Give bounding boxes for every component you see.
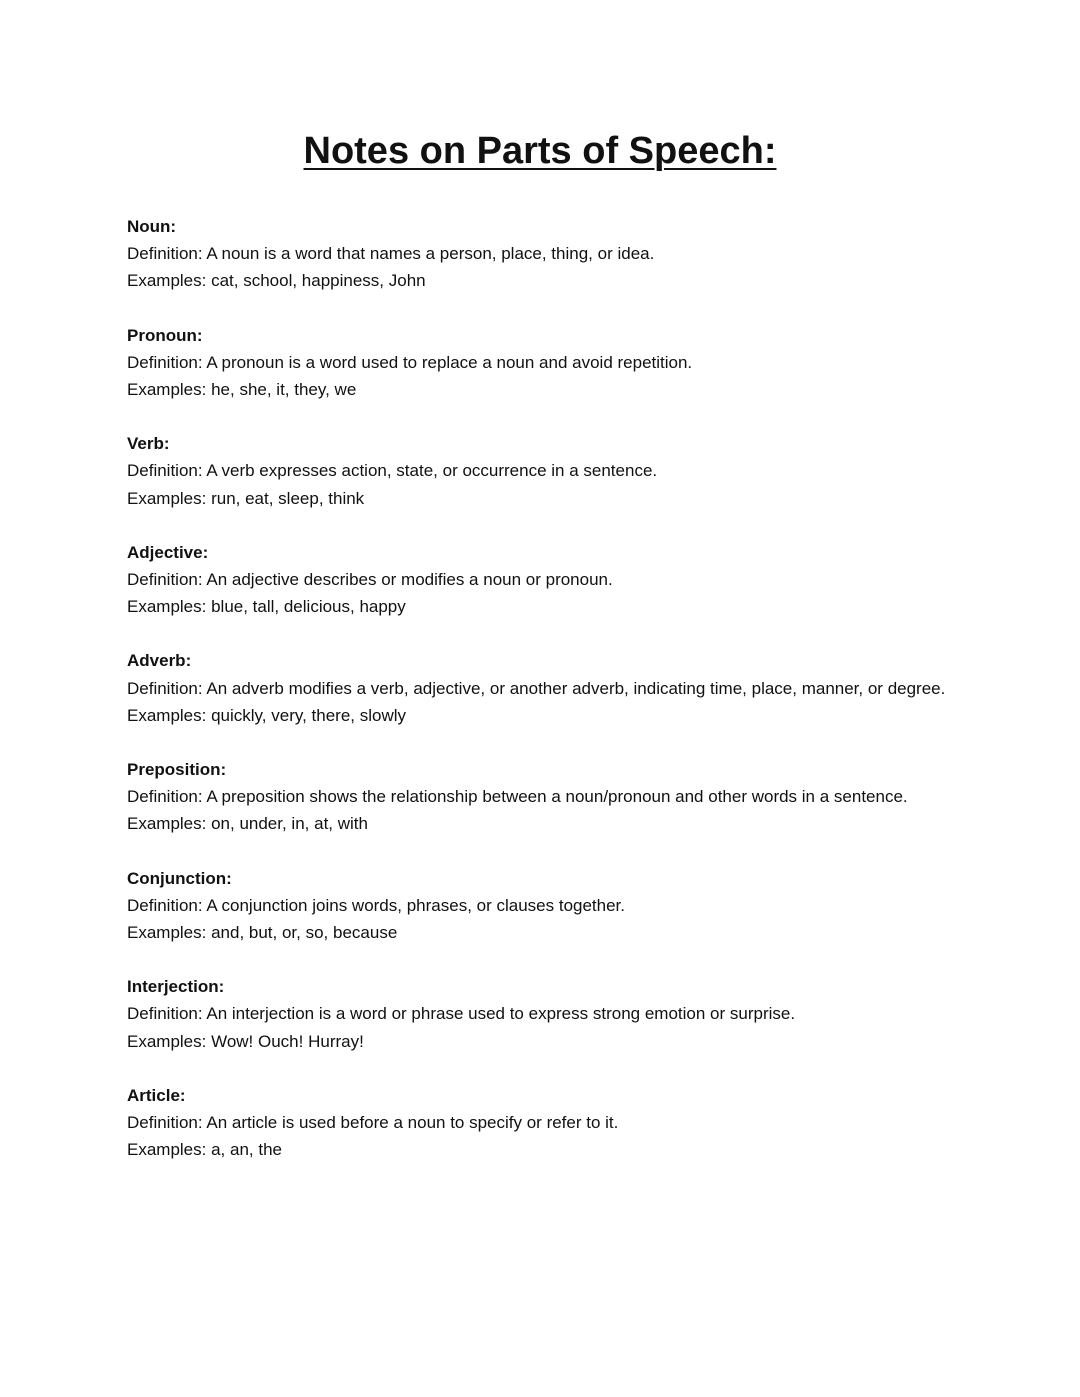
section-definition: Definition: A noun is a word that names a person, place, thing, or idea. <box>127 244 655 264</box>
page-title: Notes on Parts of Speech: <box>303 130 777 172</box>
section-examples: Examples: on, under, in, at, with <box>127 814 368 834</box>
sections-list <box>127 213 947 1190</box>
section-verb <box>127 430 947 512</box>
section-term: Interjection: <box>127 977 225 997</box>
section-term: Pronoun: <box>127 325 203 345</box>
section-term: Adjective: <box>127 542 209 562</box>
section-term: Verb: <box>127 434 170 454</box>
section-definition: Definition: An adverb modifies a verb, adjective, or another adverb, indicating time, place, manner, or degree. <box>127 678 946 698</box>
section-examples: Examples: and, but, or, so, because <box>127 923 398 943</box>
section-definition: Definition: A preposition shows the relationship between a noun/pronoun and other words in a sentence. <box>127 787 908 807</box>
section-definition: Definition: An interjection is a word or phrase used to express strong emotion or surprise. <box>127 1004 796 1024</box>
section-interjection <box>127 973 947 1055</box>
section-definition: Definition: A conjunction joins words, phrases, or clauses together. <box>127 895 626 915</box>
section-examples: Examples: cat, school, happiness, John <box>127 271 426 291</box>
section-examples: Examples: quickly, very, there, slowly <box>127 705 407 725</box>
section-noun <box>127 213 947 295</box>
section-term: Noun: <box>127 217 177 236</box>
section-definition: Definition: An adjective describes or modifies a noun or pronoun. <box>127 570 613 590</box>
section-adverb <box>127 647 947 729</box>
section-examples: Examples: Wow! Ouch! Hurray! <box>127 1031 364 1051</box>
section-examples: Examples: blue, tall, delicious, happy <box>127 597 406 617</box>
section-definition: Definition: An article is used before a noun to specify or refer to it. <box>127 1113 619 1133</box>
section-definition: Definition: A verb expresses action, state, or occurrence in a sentence. <box>127 461 658 481</box>
section-preposition <box>127 756 947 838</box>
section-conjunction <box>127 865 947 947</box>
section-definition: Definition: A pronoun is a word used to replace a noun and avoid repetition. <box>127 352 693 372</box>
section-term: Conjunction: <box>127 868 232 888</box>
section-examples: Examples: he, she, it, they, we <box>127 380 357 400</box>
section-pronoun <box>127 322 947 404</box>
section-examples: Examples: run, eat, sleep, think <box>127 488 365 508</box>
section-term: Preposition: <box>127 760 227 780</box>
section-term: Adverb: <box>127 651 192 671</box>
section-term: Article: <box>127 1085 186 1105</box>
section-examples: Examples: a, an, the <box>127 1140 282 1160</box>
section-adjective <box>127 539 947 621</box>
section-article <box>127 1082 947 1164</box>
